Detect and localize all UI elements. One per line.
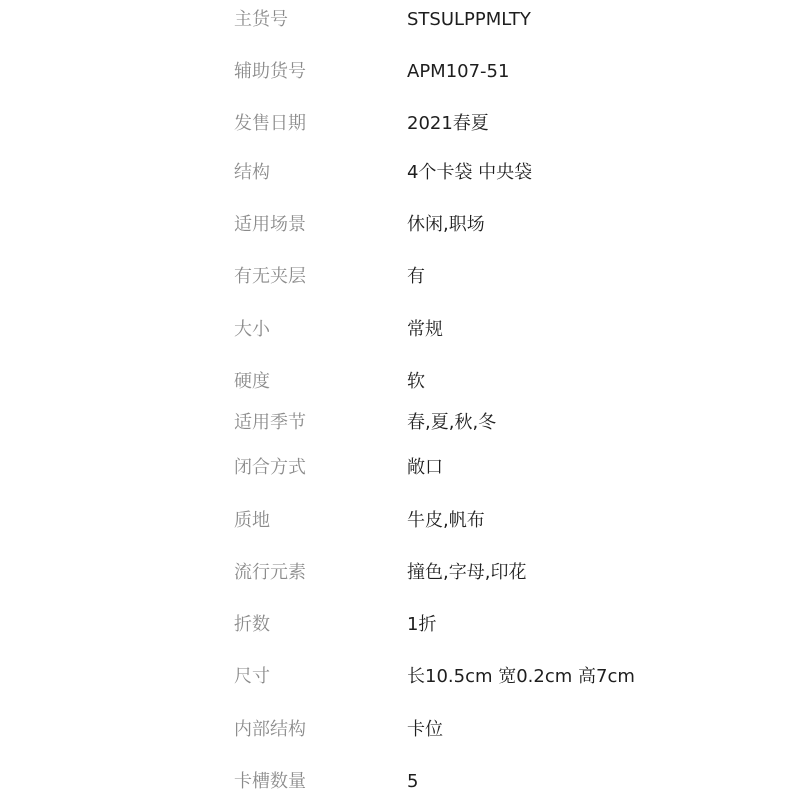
spec-label: 质地	[234, 510, 270, 531]
spec-value: 常规	[407, 319, 443, 340]
spec-value: APM107-51	[407, 61, 510, 82]
spec-row-closure	[0, 453, 800, 483]
spec-row-hardness	[0, 367, 800, 397]
spec-row-structure	[0, 158, 800, 188]
spec-label: 适用场景	[234, 214, 306, 235]
spec-value: 休闲,职场	[407, 214, 485, 235]
spec-value: 1折	[407, 614, 437, 635]
spec-row-secondary-sku	[0, 57, 800, 87]
spec-value: 春,夏,秋,冬	[407, 412, 497, 433]
spec-label: 发售日期	[234, 113, 306, 134]
spec-label: 大小	[234, 319, 270, 340]
spec-value: STSULPPMLTY	[407, 9, 531, 30]
spec-label: 闭合方式	[234, 457, 306, 478]
spec-value: 2021春夏	[407, 113, 489, 134]
spec-value: 5	[407, 771, 419, 792]
spec-value: 有	[407, 266, 425, 287]
spec-label: 有无夹层	[234, 266, 306, 287]
spec-label: 主货号	[234, 9, 288, 30]
spec-value: 卡位	[407, 719, 443, 740]
spec-label: 折数	[234, 614, 270, 635]
spec-row-folds	[0, 610, 800, 640]
spec-label: 卡槽数量	[234, 771, 306, 792]
spec-label: 辅助货号	[234, 61, 306, 82]
spec-label: 硬度	[234, 371, 270, 392]
spec-label: 适用季节	[234, 412, 306, 433]
spec-row-occasion	[0, 210, 800, 240]
spec-value: 长10.5cm 宽0.2cm 高7cm	[407, 666, 635, 687]
spec-row-size	[0, 315, 800, 345]
spec-row-dimensions	[0, 662, 800, 692]
spec-value: 撞色,字母,印花	[407, 562, 527, 583]
spec-value: 软	[407, 371, 425, 392]
spec-row-interlayer	[0, 262, 800, 292]
spec-value: 牛皮,帆布	[407, 510, 485, 531]
spec-row-style-elements	[0, 558, 800, 588]
spec-value: 4个卡袋 中央袋	[407, 162, 533, 183]
spec-row-material	[0, 506, 800, 536]
spec-row-main-sku	[0, 5, 800, 35]
spec-row-release-date	[0, 109, 800, 139]
spec-label: 内部结构	[234, 719, 306, 740]
spec-label: 尺寸	[234, 666, 270, 687]
spec-row-card-slots	[0, 767, 800, 797]
spec-row-interior	[0, 715, 800, 745]
spec-label: 结构	[234, 162, 270, 183]
spec-row-season	[0, 408, 800, 438]
spec-label: 流行元素	[234, 562, 306, 583]
spec-value: 敞口	[407, 457, 443, 478]
